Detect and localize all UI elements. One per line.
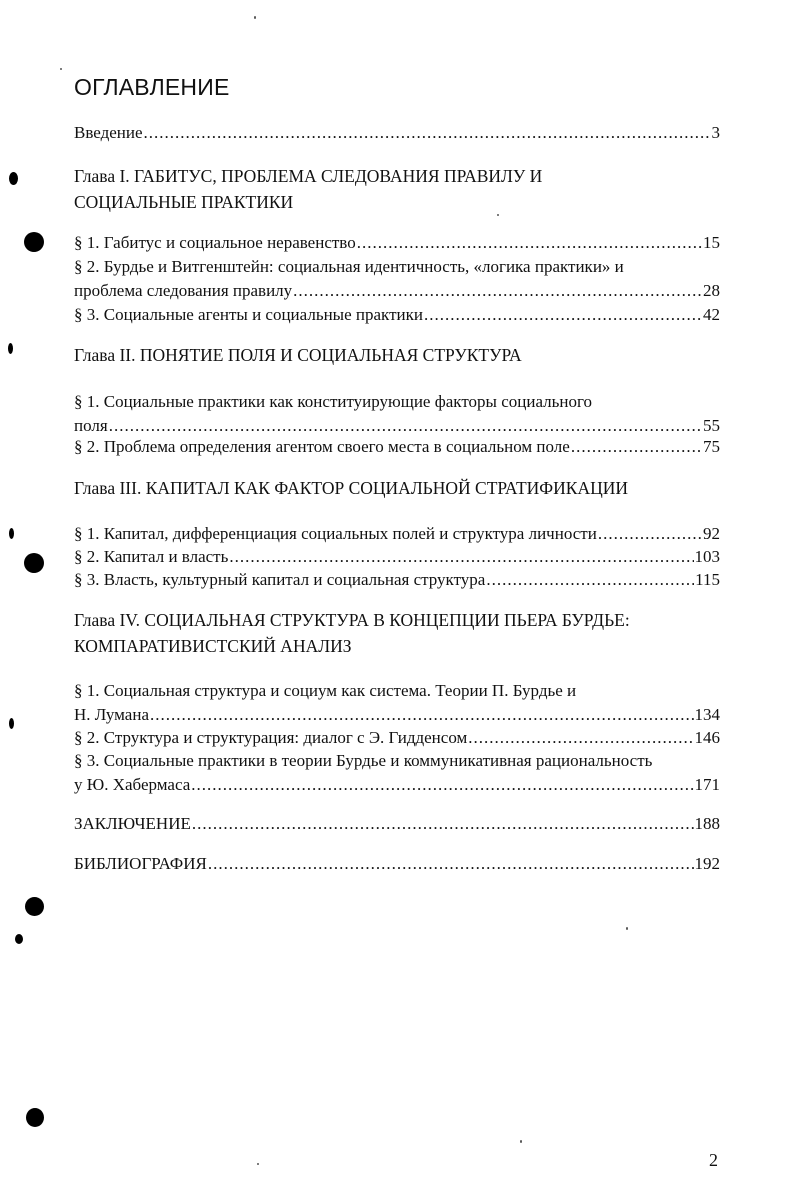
leader-dots bbox=[293, 279, 702, 303]
toc-entry-ch3-s1[interactable] bbox=[74, 522, 720, 546]
binder-hole bbox=[25, 897, 44, 916]
leader-dots bbox=[192, 812, 694, 836]
chapter-title-line: Глава II. ПОНЯТИЕ ПОЛЯ И СОЦИАЛЬНАЯ СТРУКТУРА bbox=[74, 345, 522, 365]
binder-hole bbox=[9, 718, 14, 729]
chapter-title-line: СОЦИАЛЬНЫЕ ПРАКТИКИ bbox=[74, 192, 294, 212]
scan-speck bbox=[257, 1163, 259, 1165]
binder-hole bbox=[26, 1108, 44, 1127]
toc-entry-text: § 1. Социальная структура и социум как система. Теории П. Бурдье и bbox=[74, 681, 577, 700]
toc-entry-text: у Ю. Хабермаса bbox=[74, 775, 191, 794]
toc-entry-ch1-s1[interactable] bbox=[74, 231, 720, 255]
toc-entry-ch4-s3[interactable] bbox=[74, 749, 720, 797]
toc-page-number: 55 bbox=[703, 416, 720, 435]
leader-dots bbox=[486, 568, 694, 592]
toc-page-number: 3 bbox=[711, 123, 720, 142]
toc-page-number: 42 bbox=[703, 305, 720, 324]
toc-title: ОГЛАВЛЕНИЕ bbox=[74, 74, 230, 100]
chapter-heading-1 bbox=[74, 163, 720, 215]
toc-entry-ch4-s1[interactable] bbox=[74, 679, 720, 727]
toc-page-number: 115 bbox=[695, 570, 720, 589]
toc-entry-text: § 2. Бурдье и Витгенштейн: социальная идентичность, «логика практики» и bbox=[74, 257, 624, 276]
scan-speck bbox=[497, 214, 499, 216]
page-number: 2 bbox=[709, 1150, 718, 1170]
chapter-title-line: Глава III. КАПИТАЛ КАК ФАКТОР СОЦИАЛЬНОЙ СТРАТИФИКАЦИИ bbox=[74, 478, 628, 498]
toc-entry-ch4-s2[interactable] bbox=[74, 726, 720, 750]
leader-dots bbox=[424, 303, 702, 327]
chapter-heading-4 bbox=[74, 607, 720, 659]
toc-entry-text: § 1. Социальные практики как конституирующие факторы социального bbox=[74, 392, 593, 411]
toc-page-number: 28 bbox=[703, 281, 720, 300]
toc-page-number: 134 bbox=[694, 705, 720, 724]
toc-entry-text: ЗАКЛЮЧЕНИЕ bbox=[74, 814, 191, 833]
leader-dots bbox=[150, 703, 694, 727]
toc-entry-text: § 1. Габитус и социальное неравенство bbox=[74, 233, 356, 252]
toc-entry-ch3-s2[interactable] bbox=[74, 545, 720, 569]
leader-dots bbox=[571, 435, 702, 459]
toc-entry-ch2-s2[interactable] bbox=[74, 435, 720, 459]
toc-entry-text: Введение bbox=[74, 123, 143, 142]
toc-page-number: 146 bbox=[694, 728, 720, 747]
toc-entry-intro[interactable] bbox=[74, 121, 720, 145]
toc-entry-text: § 2. Структура и структурация: диалог с Э. Гидденсом bbox=[74, 728, 468, 747]
scan-speck bbox=[254, 16, 256, 19]
toc-page-number: 92 bbox=[703, 524, 720, 543]
chapter-heading-3 bbox=[74, 475, 720, 501]
leader-dots bbox=[468, 726, 693, 750]
binder-hole bbox=[9, 528, 14, 539]
scan-speck bbox=[60, 68, 62, 70]
leader-dots bbox=[208, 852, 694, 876]
toc-entry-text: поля bbox=[74, 416, 108, 435]
binder-hole bbox=[24, 553, 44, 573]
chapter-title-line: Глава I. ГАБИТУС, ПРОБЛЕМА СЛЕДОВАНИЯ ПРАВИЛУ И bbox=[74, 166, 543, 186]
toc-entry-conclusion[interactable] bbox=[74, 812, 720, 836]
toc-entry-text: § 3. Социальные практики в теории Бурдье и коммуникативная рациональность bbox=[74, 751, 653, 770]
toc-entry-ch3-s3[interactable] bbox=[74, 568, 720, 592]
scan-speck bbox=[626, 927, 628, 930]
toc-page-number: 188 bbox=[694, 814, 720, 833]
binder-hole bbox=[24, 232, 44, 252]
toc-entry-bibliography[interactable] bbox=[74, 852, 720, 876]
toc-entry-text: § 3. Власть, культурный капитал и социальная структура bbox=[74, 570, 486, 589]
leader-dots bbox=[191, 773, 693, 797]
toc-entry-text: § 2. Проблема определения агентом своего места в социальном поле bbox=[74, 437, 570, 456]
toc-entry-text: БИБЛИОГРАФИЯ bbox=[74, 854, 207, 873]
toc-entry-text: § 2. Капитал и власть bbox=[74, 547, 229, 566]
toc-page-number: 103 bbox=[694, 547, 720, 566]
leader-dots bbox=[598, 522, 702, 546]
chapter-title-line: Глава IV. СОЦИАЛЬНАЯ СТРУКТУРА В КОНЦЕПЦИИ ПЬЕРА БУРДЬЕ: bbox=[74, 610, 630, 630]
toc-page-number: 192 bbox=[694, 854, 720, 873]
toc-page-number: 171 bbox=[694, 775, 720, 794]
binder-hole bbox=[9, 172, 18, 185]
toc-entry-text: § 1. Капитал, дифференциация социальных полей и структура личности bbox=[74, 524, 597, 543]
toc-page-number: 15 bbox=[703, 233, 720, 252]
toc-entry-text: Н. Лумана bbox=[74, 705, 149, 724]
scan-speck bbox=[520, 1140, 522, 1143]
toc-entry-ch2-s1[interactable] bbox=[74, 390, 720, 438]
leader-dots bbox=[357, 231, 702, 255]
leader-dots bbox=[144, 121, 711, 145]
leader-dots bbox=[229, 545, 693, 569]
toc-entry-text: проблема следования правилу bbox=[74, 281, 293, 300]
chapter-heading-2 bbox=[74, 342, 720, 368]
binder-hole bbox=[15, 934, 23, 944]
toc-entry-ch1-s2[interactable] bbox=[74, 255, 720, 303]
toc-entry-ch1-s3[interactable] bbox=[74, 303, 720, 327]
toc-entry-text: § 3. Социальные агенты и социальные практики bbox=[74, 305, 423, 324]
toc-page-number: 75 bbox=[703, 437, 720, 456]
binder-hole bbox=[8, 343, 13, 354]
chapter-title-line: КОМПАРАТИВИСТСКИЙ АНАЛИЗ bbox=[74, 636, 352, 656]
